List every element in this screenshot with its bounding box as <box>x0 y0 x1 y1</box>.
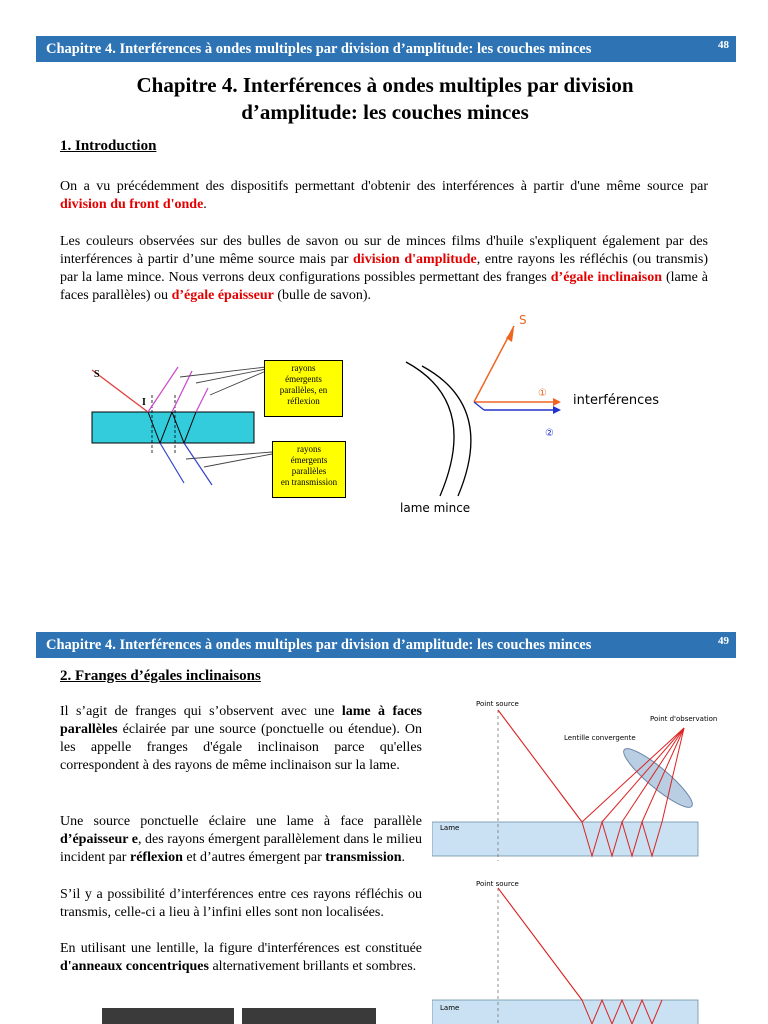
text-run: En utilisant une lentille, la figure d'interférences est constituée <box>60 941 422 956</box>
label-s: S <box>519 313 527 327</box>
bold-epaisseur: d’épaisseur e <box>60 832 138 847</box>
bold-reflexion: réflexion <box>129 850 183 865</box>
reflected-ray <box>602 728 684 822</box>
bold-transmission: transmission <box>325 850 402 865</box>
text-run: (bulle de savon). <box>273 288 372 303</box>
header-title: Chapitre 4. Interférences à ondes multiples par division d’amplitude: les couches minces <box>46 636 592 653</box>
text-run: Les couleurs observées sur des bulles de savon ou sur de minces films d'huile s'expliquent également par des interférences à partir d’une même source mais par <box>60 234 708 267</box>
box-line: en transmission <box>280 477 338 487</box>
page-number: 48 <box>718 39 729 51</box>
figure-lame-mince <box>378 306 698 518</box>
pointer-line <box>186 452 272 459</box>
plate-rect <box>432 822 698 856</box>
reflected-ray-1 <box>148 367 178 412</box>
plate-rect <box>432 1000 698 1024</box>
page-number: 49 <box>718 635 729 647</box>
text-run: (lame à faces parallèles) ou <box>60 270 708 303</box>
figure-reflexion-lentille <box>432 696 732 864</box>
label-2: ② <box>545 428 554 439</box>
arrow-head <box>553 406 561 414</box>
label-lame: Lame <box>440 1004 460 1012</box>
label-lentille: Lentille convergente <box>564 734 636 742</box>
franges-paragraph-4 <box>60 940 422 976</box>
film-outer-curve <box>406 362 454 496</box>
transmitted-ray-2 <box>184 443 212 485</box>
franges-paragraph-1 <box>60 703 422 775</box>
text-run: . <box>203 197 207 212</box>
text-run: , des rayons émergent parallèlement dans le milieu incident par <box>60 832 422 865</box>
highlight-division-front-onde: division du front d'onde <box>60 197 204 212</box>
section-heading-introduction: 1. Introduction <box>60 138 157 154</box>
page-header-48 <box>36 36 736 62</box>
transmitted-ray-1 <box>160 443 184 483</box>
highlight-egale-epaisseur: d’égale épaisseur <box>171 288 274 303</box>
reflected-ray-3 <box>196 388 208 412</box>
highlight-division-amplitude: division d'amplitude <box>353 252 477 267</box>
film-inner-curve <box>422 366 471 496</box>
label-1: ① <box>538 388 547 399</box>
bold-lame-faces-paralleles: lame à faces parallèles <box>60 704 422 737</box>
plate-rect <box>92 412 254 443</box>
text-run: , entre rayons les réfléchis (ou transmis) par la lame mince. Nous verrons deux configurations possibles permettant des franges <box>60 252 708 285</box>
reflected-ray <box>622 728 684 822</box>
rings-photo-1 <box>102 1008 234 1024</box>
highlight-egale-inclinaison: d’égale inclinaison <box>550 270 663 285</box>
franges-paragraph-2 <box>60 813 422 867</box>
label-point-source: Point source <box>476 700 519 708</box>
header-title: Chapitre 4. Interférences à ondes multiples par division d’amplitude: les couches minces <box>46 40 592 57</box>
label-lame: Lame <box>440 824 460 832</box>
pointer-line <box>204 454 272 467</box>
chapter-title-line1: Chapitre 4. Interférences à ondes multiples par division <box>136 73 634 97</box>
box-line: rayons <box>291 363 316 373</box>
intro-paragraph-2 <box>60 233 708 305</box>
box-line: réflexion <box>287 396 320 406</box>
label-interferences: interférences <box>573 393 660 408</box>
box-line: émergents <box>290 455 328 465</box>
text-run: Il s’agit de franges qui s’observent avec une <box>60 704 342 719</box>
chapter-title <box>60 72 710 126</box>
text-run: On a vu précédemment des dispositifs permettant d'obtenir des interférences à partir d'une même source par <box>60 179 708 194</box>
intro-paragraph-1 <box>60 178 708 214</box>
box-line: émergents <box>285 374 322 384</box>
label-s: S <box>94 369 100 380</box>
incident-ray <box>92 370 148 412</box>
box-rayons-transmission <box>272 441 346 498</box>
arrow-head <box>553 398 561 406</box>
label-point-source: Point source <box>476 880 519 888</box>
text-run: Une source ponctuelle éclaire une lame à face parallèle <box>60 814 422 829</box>
box-rayons-reflexion <box>264 360 343 417</box>
section-heading-franges: 2. Franges d’égales inclinaisons <box>60 668 261 684</box>
text-run: . <box>401 850 405 865</box>
label-i: I <box>142 397 146 408</box>
incident-ray <box>498 888 582 1000</box>
bold-anneaux-concentriques: d'anneaux concentriques <box>60 959 209 974</box>
text-run: et d’autres émergent par <box>182 850 326 865</box>
incident-ray <box>498 710 582 822</box>
figure-transmission <box>432 876 732 1024</box>
label-lame-mince: lame mince <box>400 501 471 515</box>
box-line: rayons <box>297 444 321 454</box>
text-run: éclairée par une source (ponctuelle ou étendue). On les appelle franges d'égale inclinaison parce qu'elles correspondent à des rayons de même inclinaison sur la lame. <box>60 722 422 773</box>
label-point-observation: Point d'observation <box>650 715 718 723</box>
internal-ray <box>474 402 484 410</box>
franges-paragraph-3: S’il y a possibilité d’interférences entre ces rayons réfléchis ou transmis, celle-ci a lieu à l’infini elles sont non localisées. <box>60 887 422 920</box>
box-line: parallèles, en <box>279 385 328 395</box>
rings-photo-2 <box>242 1008 376 1024</box>
box-line: parallèles <box>291 466 327 476</box>
chapter-title-line2: d’amplitude: les couches minces <box>241 100 529 124</box>
text-run: alternativement brillants et sombres. <box>208 959 417 974</box>
page-header-49 <box>36 632 736 658</box>
